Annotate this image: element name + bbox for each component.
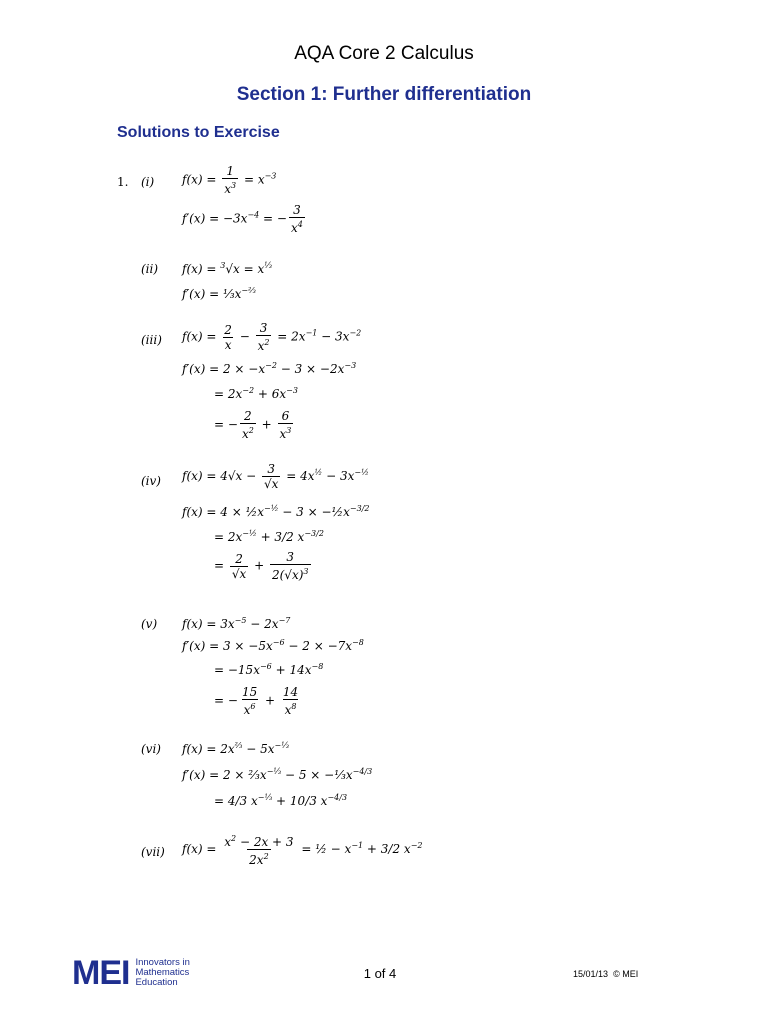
page-number: 1 of 4 xyxy=(363,966,397,981)
logo-tagline xyxy=(135,958,189,988)
equation-iv-2: $f(x) = 4 \times \frac{1}{2}x^{-\frac{1}{2}} - 3$ × $-\frac{1}{2}x^{-3/2}$ xyxy=(182,504,370,519)
logo-tagline-line-3: Education xyxy=(135,977,178,988)
equation-vi-1: $f(x) = 2x^{\frac{2}{3}} - 5x^{-\frac{1}{3}}$ xyxy=(182,741,289,756)
equation-i-1: f(x) = $\frac{1}{x^3}$ = $x^{-3}$ xyxy=(182,164,277,196)
equation-iv-3: = $2x^{-\frac{1}{2}} + 3/2$ $x^{-3/2}$ xyxy=(214,529,324,544)
document-title: AQA Core 2 Calculus xyxy=(294,43,474,64)
equation-v-3: = $-15x^{-6} + 14x^{-8}$ xyxy=(214,662,324,677)
part-label-vii: (vii) xyxy=(141,845,165,859)
equation-ii-1: $f(x) = ^3√x = x^{\frac{1}{3}}$ xyxy=(182,261,272,276)
part-label-iii: (iii) xyxy=(141,333,162,347)
section-heading: Section 1: Further differentiation xyxy=(236,84,532,105)
logo-mark: MEI xyxy=(72,953,130,992)
equation-vii-1: f(x) = $\frac{x^2 - 2x + 3}{2x^2}$ = ½ − $x^{-1} + 3/2$ $x^{-2}$ xyxy=(182,834,423,867)
part-label-ii: (ii) xyxy=(141,262,159,276)
part-label-iv: (iv) xyxy=(141,474,161,488)
equation-vi-2: $f'(x) = 2 \times \frac{2}{3}x^{-\frac{1}{3}} - 5$ × $-\frac{1}{3}x^{-4/3}$ xyxy=(182,767,373,782)
part-label-i: (i) xyxy=(141,175,155,189)
equation-v-1: $f(x) = 3x^{-5} - 2x^{-7}$ xyxy=(182,616,291,631)
footer-date: 15/01/13 xyxy=(573,969,609,979)
logo-tagline-line-2: Mathematics xyxy=(135,967,190,978)
equation-iii-1: f(x) = $\frac{2}{x}$ − $\frac{3}{x^2}$ = $2x^{-1} - 3x^{-2}$ xyxy=(182,321,362,353)
equation-v-4: = − $\frac{15}{x^6}$ + $\frac{14}{x^8}$ xyxy=(214,685,299,717)
footer-copyright: © MEI xyxy=(613,969,639,979)
question-number: 1. xyxy=(117,175,129,189)
equation-iii-3: = $2x^{-2} + 6x^{-3}$ xyxy=(214,386,298,401)
part-label-v: (v) xyxy=(141,617,158,631)
equation-iv-4: = $\frac{2}{√x}$ + $\frac{3}{2(√x)^3}$ xyxy=(214,550,309,582)
equation-ii-2: $f'(x) = \frac{1}{3}x^{-\frac{2}{3}}$ xyxy=(182,286,256,301)
mei-logo xyxy=(72,955,232,991)
equation-iii-2: $f'(x) = 2 \times -x^{-2} - 3 \times -2x^{-3}$ xyxy=(182,361,357,376)
equation-iii-4: = − $\frac{2}{x^2}$ + $\frac{6}{x^3}$ xyxy=(214,409,292,441)
equation-i-2: $f'(x) = -3x^{-4}$ = − $\frac{3}{x^4}$ xyxy=(182,203,303,235)
equation-iv-1: f(x) = 4√x − $\frac{3}{√x}$ = $4x^{\frac{1}{2}} - 3x^{-\frac{1}{2}}$ xyxy=(182,462,369,491)
part-label-vi: (vi) xyxy=(141,742,161,756)
subheading: Solutions to Exercise xyxy=(117,124,280,141)
logo-tagline-line-1: Innovators in xyxy=(135,957,190,968)
equation-vi-3: = 4/3 $x^{-\frac{1}{3}} + 10/3$ $x^{-4/3}$ xyxy=(214,793,348,808)
footer-date-copyright xyxy=(573,969,638,979)
equation-v-2: $f'(x) = 3 \times -5x^{-6} - 2 \times -7x^{-8}$ xyxy=(182,638,364,653)
